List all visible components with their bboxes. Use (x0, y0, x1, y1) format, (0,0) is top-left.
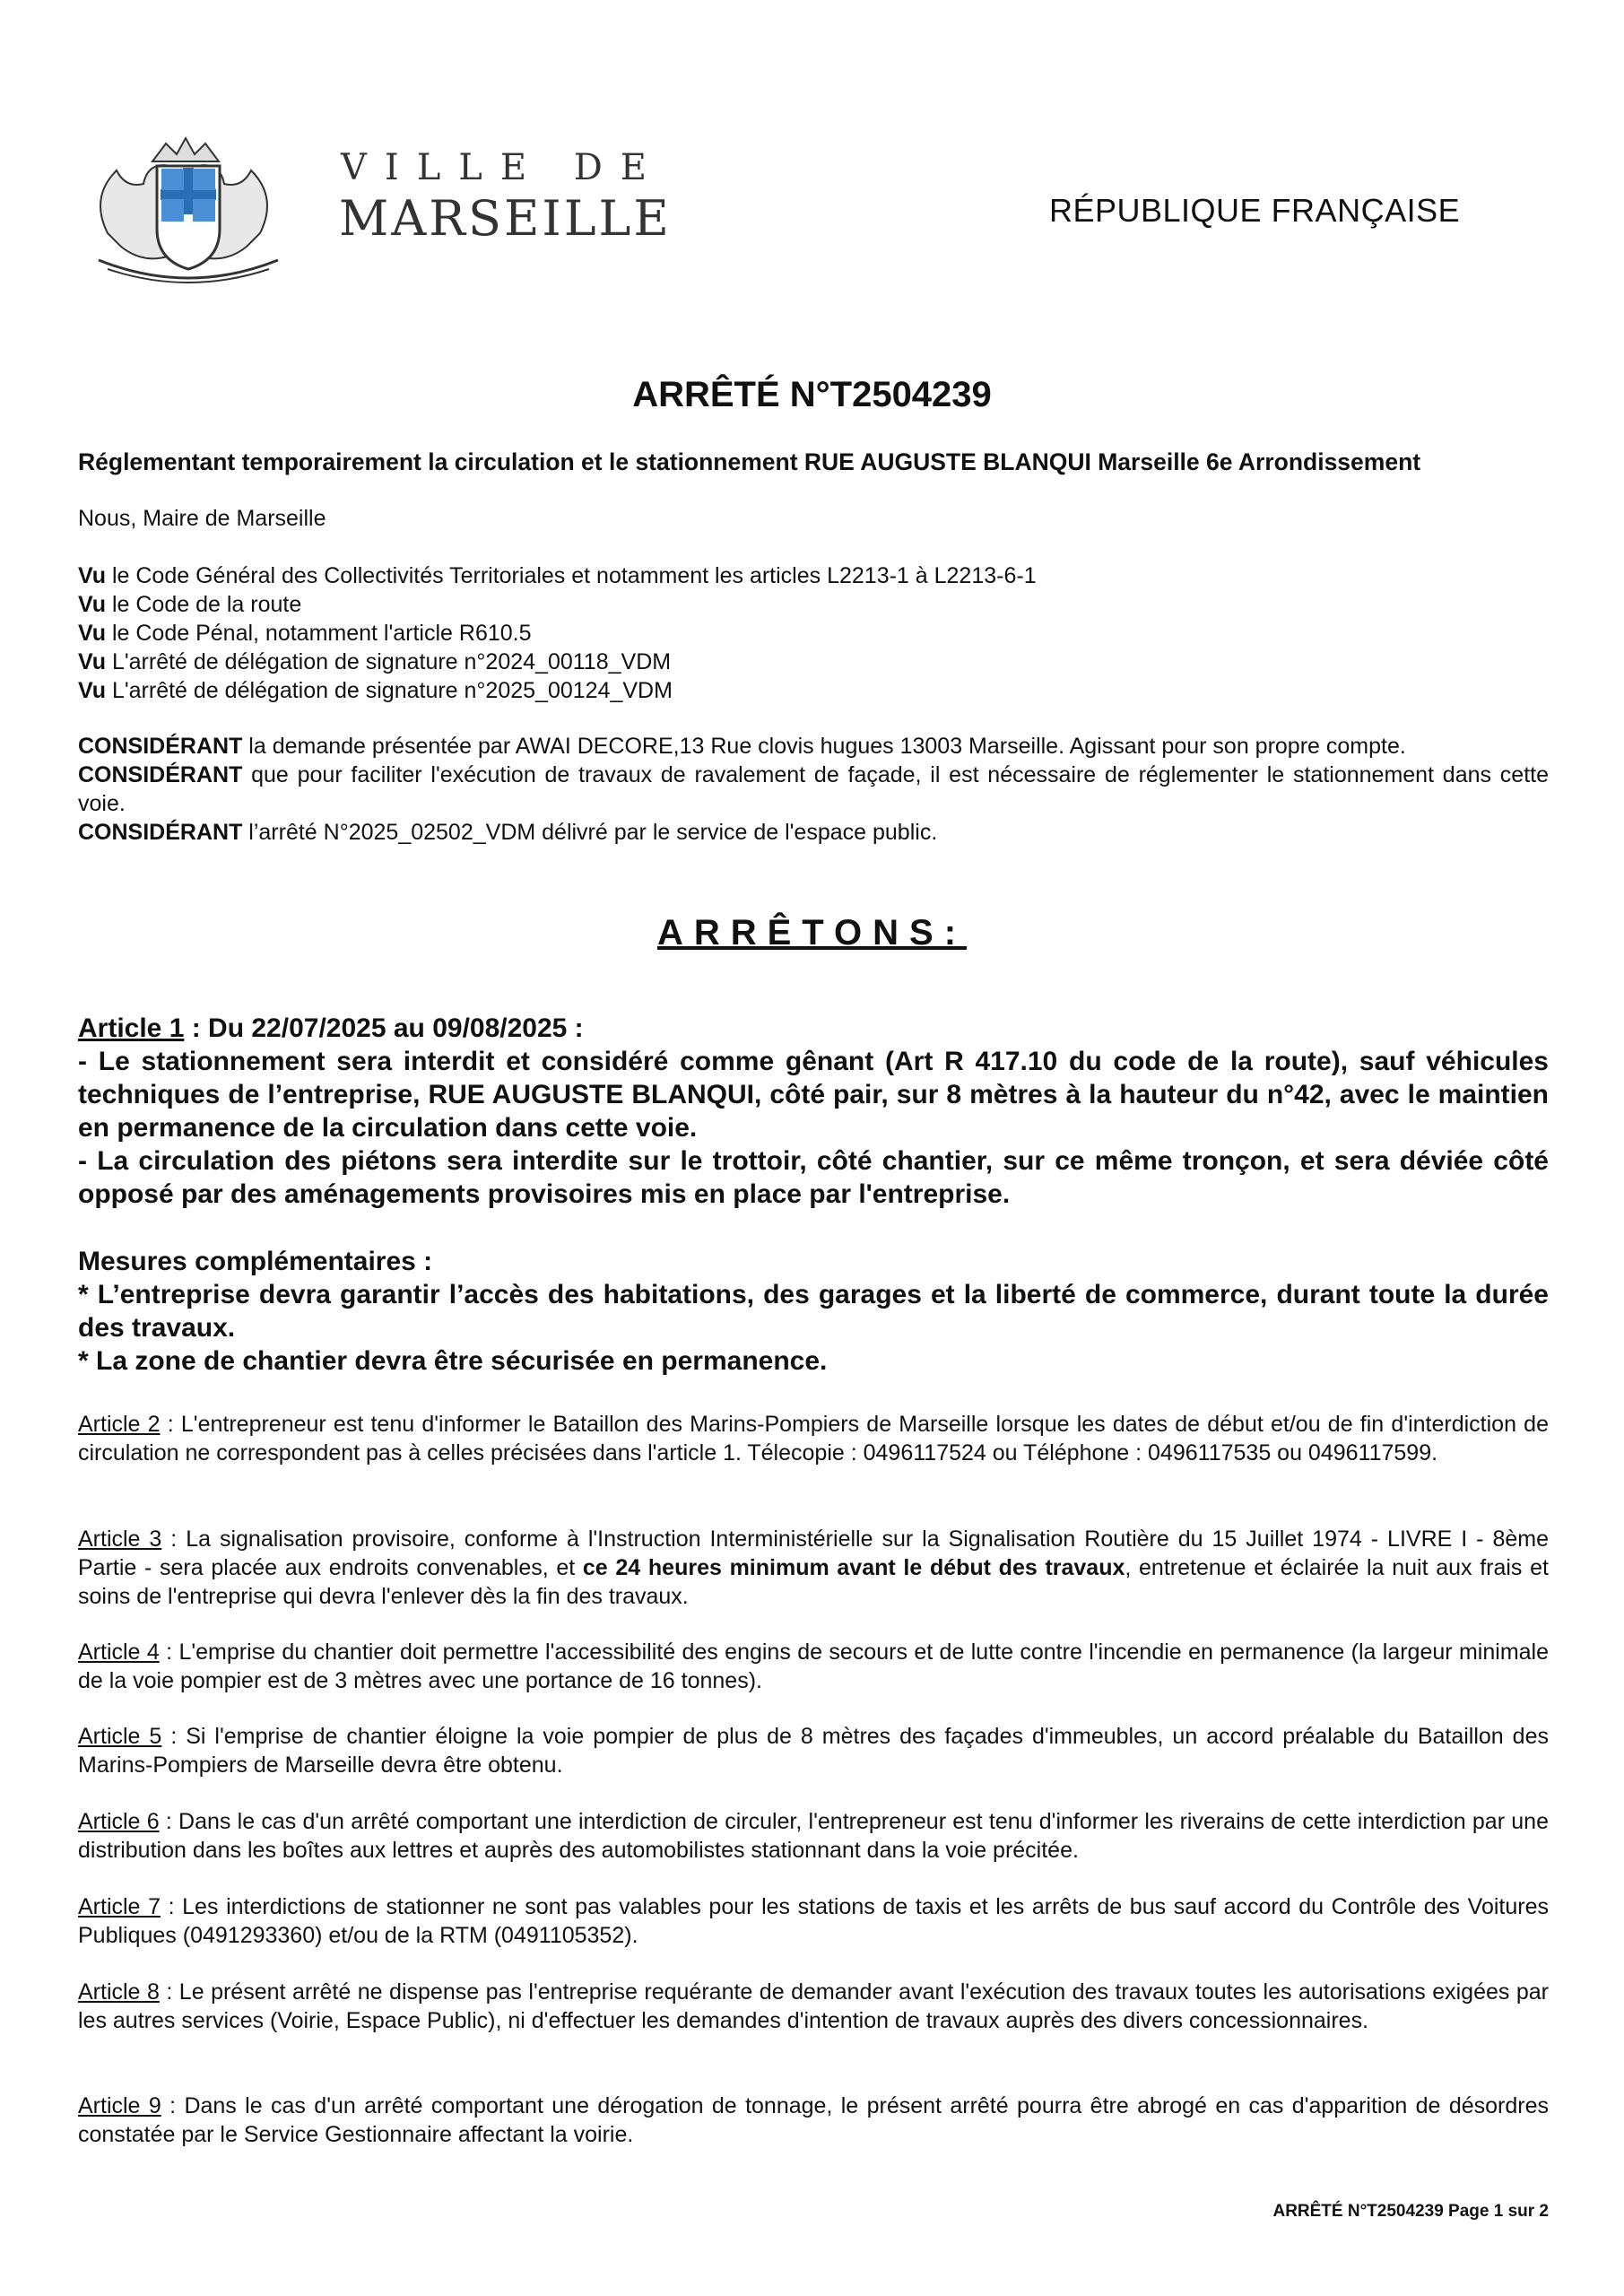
article-1-paragraph: - La circulation des piétons sera interdite sur le trottoir, côté chantier, sur ce même tronçon, et sera déviée côté opposé par des aménagements provisoires mis en place par l'entreprise. (78, 1146, 1549, 1209)
arrete-title: ARRÊTÉ N°T2504239 (632, 375, 992, 414)
article-2: Article 2 : L'entrepreneur est tenu d'informer le Bataillon des Marins-Pompiers de Marseille lorsque les dates de début et/ou de fin d'interdiction de circulation ne correspondent pas à celles précisées dans l'article 1. Télecopie : 0496117524 ou Téléphone : 0496117535 ou 0496117599. (78, 1412, 1549, 1465)
intro-text: Nous, Maire de Marseille (78, 506, 326, 531)
article-label: Article 8 (78, 1979, 160, 2005)
article-1-label: Article 1 (78, 1013, 185, 1043)
article-1-heading: : Du 22/07/2025 au 09/08/2025 : (184, 1013, 584, 1043)
article-1 (78, 1012, 1549, 1211)
considerant-item: CONSIDÉRANT l’arrêté N°2025_02502_VDM délivré par le service de l'espace public. (78, 820, 938, 845)
article-label: Article 6 (78, 1809, 160, 1834)
considerant-item: CONSIDÉRANT que pour faciliter l'exécution de travaux de ravalement de façade, il est nécessaire de réglementer le stationnement dans cette voie. (78, 762, 1549, 816)
arretons-heading: ARRÊTONS: (656, 913, 968, 952)
mesures-complementaires (78, 1245, 1549, 1378)
article-5: Article 5 : Si l'emprise de chantier éloigne la voie pompier de plus de 8 mètres des façades d'immeubles, un accord préalable du Bataillon des Marins-Pompiers de Marseille devra être obtenu. (78, 1724, 1549, 1778)
article-7: Article 7 : Les interdictions de stationner ne sont pas valables pour les stations de taxis et les arrêts de bus sauf accord du Contrôle des Voitures Publiques (0491293360) et/ou de la RTM (0491105352). (78, 1894, 1549, 1948)
ville-de-marseille-logo (81, 126, 672, 296)
article-label: Article 9 (78, 2093, 161, 2118)
article-6: Article 6 : Dans le cas d'un arrêté comportant une interdiction de circuler, l'entrepreneur est tenu d'informer les riverains de cette interdiction par une distribution dans les boîtes aux lettres et auprès des automobilistes stationnant dans la voie précitée. (78, 1809, 1549, 1863)
coat-of-arms-icon (99, 138, 278, 283)
vu-item: Vu le Code de la route (78, 592, 302, 617)
vu-item: Vu le Code Général des Collectivités Territoriales et notamment les articles L2213-1 à L2213-6-1 (78, 563, 1037, 588)
arrete-subtitle: Réglementant temporairement la circulation et le stationnement RUE AUGUSTE BLANQUI Marseille 6e Arrondissement (78, 448, 1421, 475)
article-9: Article 9 : Dans le cas d'un arrêté comportant une dérogation de tonnage, le présent arrêté pourra être abrogé en cas d'apparition de désordres constatée par le Service Gestionnaire affectant la voirie. (78, 2093, 1550, 2147)
vu-list (78, 561, 1549, 705)
vu-item: Vu L'arrêté de délégation de signature n°2024_00118_VDM (78, 649, 672, 674)
page-footer: ARRÊTÉ N°T2504239 Page 1 sur 2 (1272, 2202, 1549, 2221)
article-label: Article 7 (78, 1894, 161, 1919)
logo-text-ville-de: VILLE DE (341, 147, 664, 188)
mesures-item: * L’entreprise devra garantir l’accès des habitations, des garages et la liberté de commerce, durant toute la durée des travaux. (78, 1280, 1549, 1343)
article-8: Article 8 : Le présent arrêté ne dispense pas l'entreprise requérante de demander avant l'exécution des travaux toutes les autorisations exigées par les autres services (Voirie, Espace Public), ni d'effectuer les demandes d'intention de travaux auprès des divers concessionnaires. (78, 1979, 1549, 2033)
article-1-paragraph: - Le stationnement sera interdit et considéré comme gênant (Art R 417.10 du code de la route), sauf véhicules techniques de l’entreprise, RUE AUGUSTE BLANQUI, côté pair, sur 8 mètres à la hauteur du n°42, avec le maintien en permanence de la circulation dans cette voie. (78, 1047, 1549, 1143)
article-label: Article 5 (78, 1724, 162, 1749)
mesures-item: * La zone de chantier devra être sécurisée en permanence. (78, 1346, 828, 1376)
considerant-list (78, 732, 1549, 847)
article-label: Article 2 (78, 1412, 161, 1437)
article-label: Article 3 (78, 1526, 162, 1552)
article-4: Article 4 : L'emprise du chantier doit permettre l'accessibilité des engins de secours et de lutte contre l'incendie en permanence (la largeur minimale de la voie pompier est de 3 mètres avec une portance de 16 tonnes). (78, 1639, 1550, 1693)
considerant-item: CONSIDÉRANT la demande présentée par AWAI DECORE,13 Rue clovis hugues 13003 Marseille. Agissant pour son propre compte. (78, 734, 1406, 759)
republique-francaise: RÉPUBLIQUE FRANÇAISE (1049, 192, 1461, 229)
logo-text-marseille: MARSEILLE (339, 190, 672, 247)
article-3: Article 3 : La signalisation provisoire, conforme à l'Instruction Interministérielle sur la Signalisation Routière du 15 Juillet 1974 - LIVRE I - 8ème Partie - sera placée aux endroits convenables, et ce 24 heures minimum avant le début des travaux, entretenue et éclairée la nuit aux frais et soins de l'entreprise qui devra l'enlever dès la fin des travaux. (78, 1526, 1549, 1609)
vu-item: Vu L'arrêté de délégation de signature n°2025_00124_VDM (78, 678, 673, 703)
mesures-title: Mesures complémentaires : (78, 1247, 433, 1276)
vu-item: Vu le Code Pénal, notamment l'article R610.5 (78, 621, 532, 646)
article-label: Article 4 (78, 1639, 160, 1665)
